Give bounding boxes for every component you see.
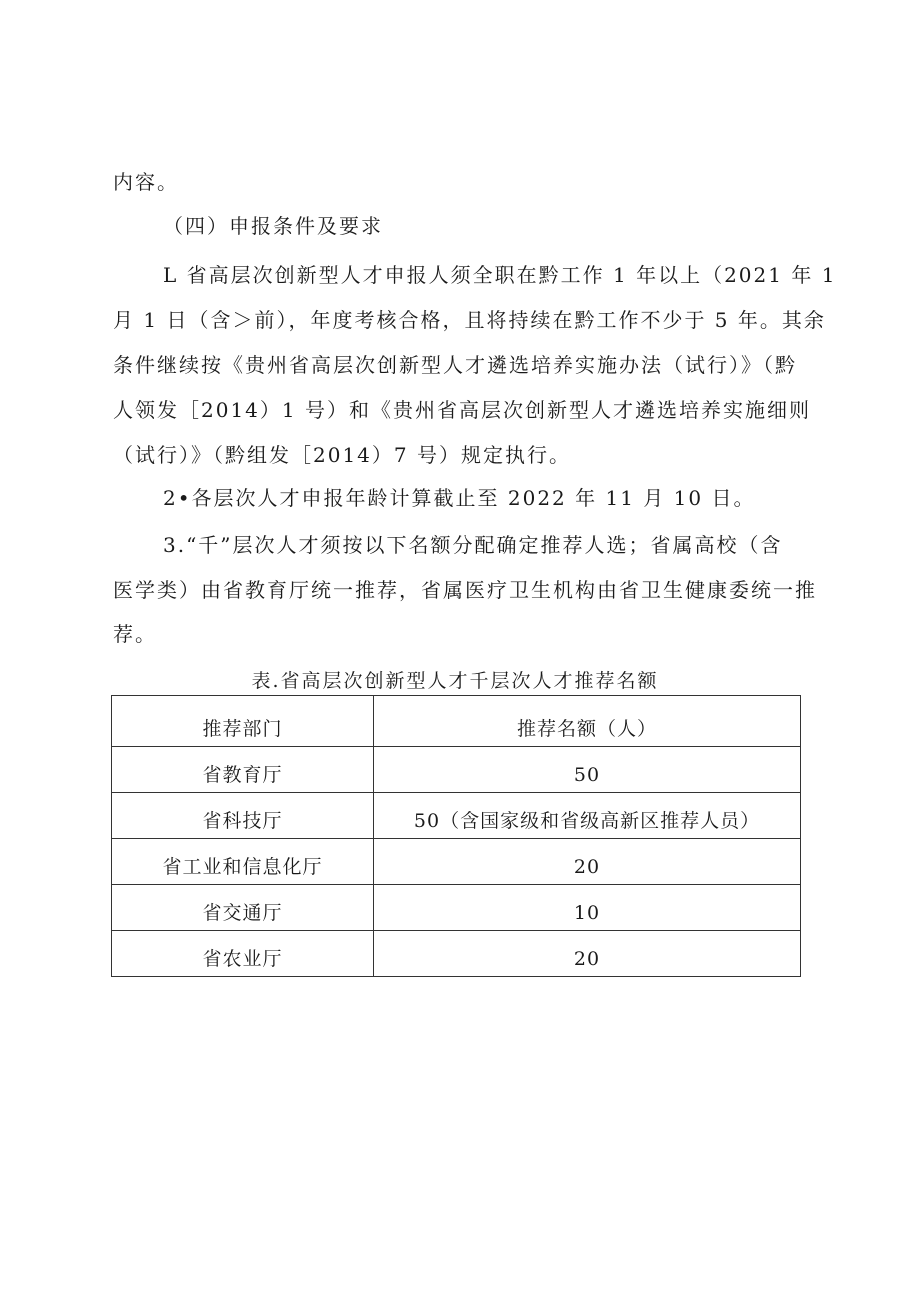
item1-line4: 人领发［2014）1 号）和《贵州省高层次创新型人才遴选培养实施细则 [113, 398, 811, 422]
quota-cell: 20 [374, 839, 801, 885]
item1-line1: L 省高层次创新型人才申报人须全职在黔工作 1 年以上（2021 年 1 [163, 263, 837, 287]
table-row [112, 793, 801, 839]
item1-line2: 月 1 日（含＞前），年度考核合格，且将持续在黔工作不少于 5 年。其余 [113, 308, 826, 332]
quota-cell: 10 [374, 885, 801, 931]
item3-line2: 医学类）由省教育厅统一推荐，省属医疗卫生机构由省卫生健康委统一推 [113, 578, 817, 602]
table-row [112, 931, 801, 977]
header-department: 推荐部门 [112, 696, 374, 747]
item1-line3: 条件继续按《贵州省高层次创新型人才遴选培养实施办法（试行）》（黔 [113, 353, 797, 377]
quota-table [111, 695, 801, 977]
quota-cell: 50 [374, 747, 801, 793]
item1-line5: （试行）》（黔组发［2014）7 号）规定执行。 [113, 443, 571, 467]
department-cell: 省科技厅 [112, 793, 374, 839]
table-row [112, 747, 801, 793]
department-cell: 省交通厅 [112, 885, 374, 931]
quota-cell: 20 [374, 931, 801, 977]
table-row [112, 885, 801, 931]
continuation-text: 内容。 [113, 170, 179, 194]
table-caption: 表.省高层次创新型人才千层次人才推荐名额 [251, 670, 659, 692]
department-cell: 省农业厅 [112, 931, 374, 977]
item3-line1: 3.“千”层次人才须按以下名额分配确定推荐人选；省属高校（含 [163, 533, 783, 557]
department-cell: 省工业和信息化厅 [112, 839, 374, 885]
department-cell: 省教育厅 [112, 747, 374, 793]
table-row [112, 839, 801, 885]
item3-line3: 荐。 [113, 622, 157, 646]
table-header-row [112, 696, 801, 747]
header-quota: 推荐名额（人） [374, 696, 801, 747]
item2-text: 2•各层次人才申报年龄计算截止至 2022 年 11 月 10 日。 [163, 486, 756, 510]
section-heading: （四）申报条件及要求 [163, 214, 383, 238]
quota-cell: 50（含国家级和省级高新区推荐人员） [374, 793, 801, 839]
